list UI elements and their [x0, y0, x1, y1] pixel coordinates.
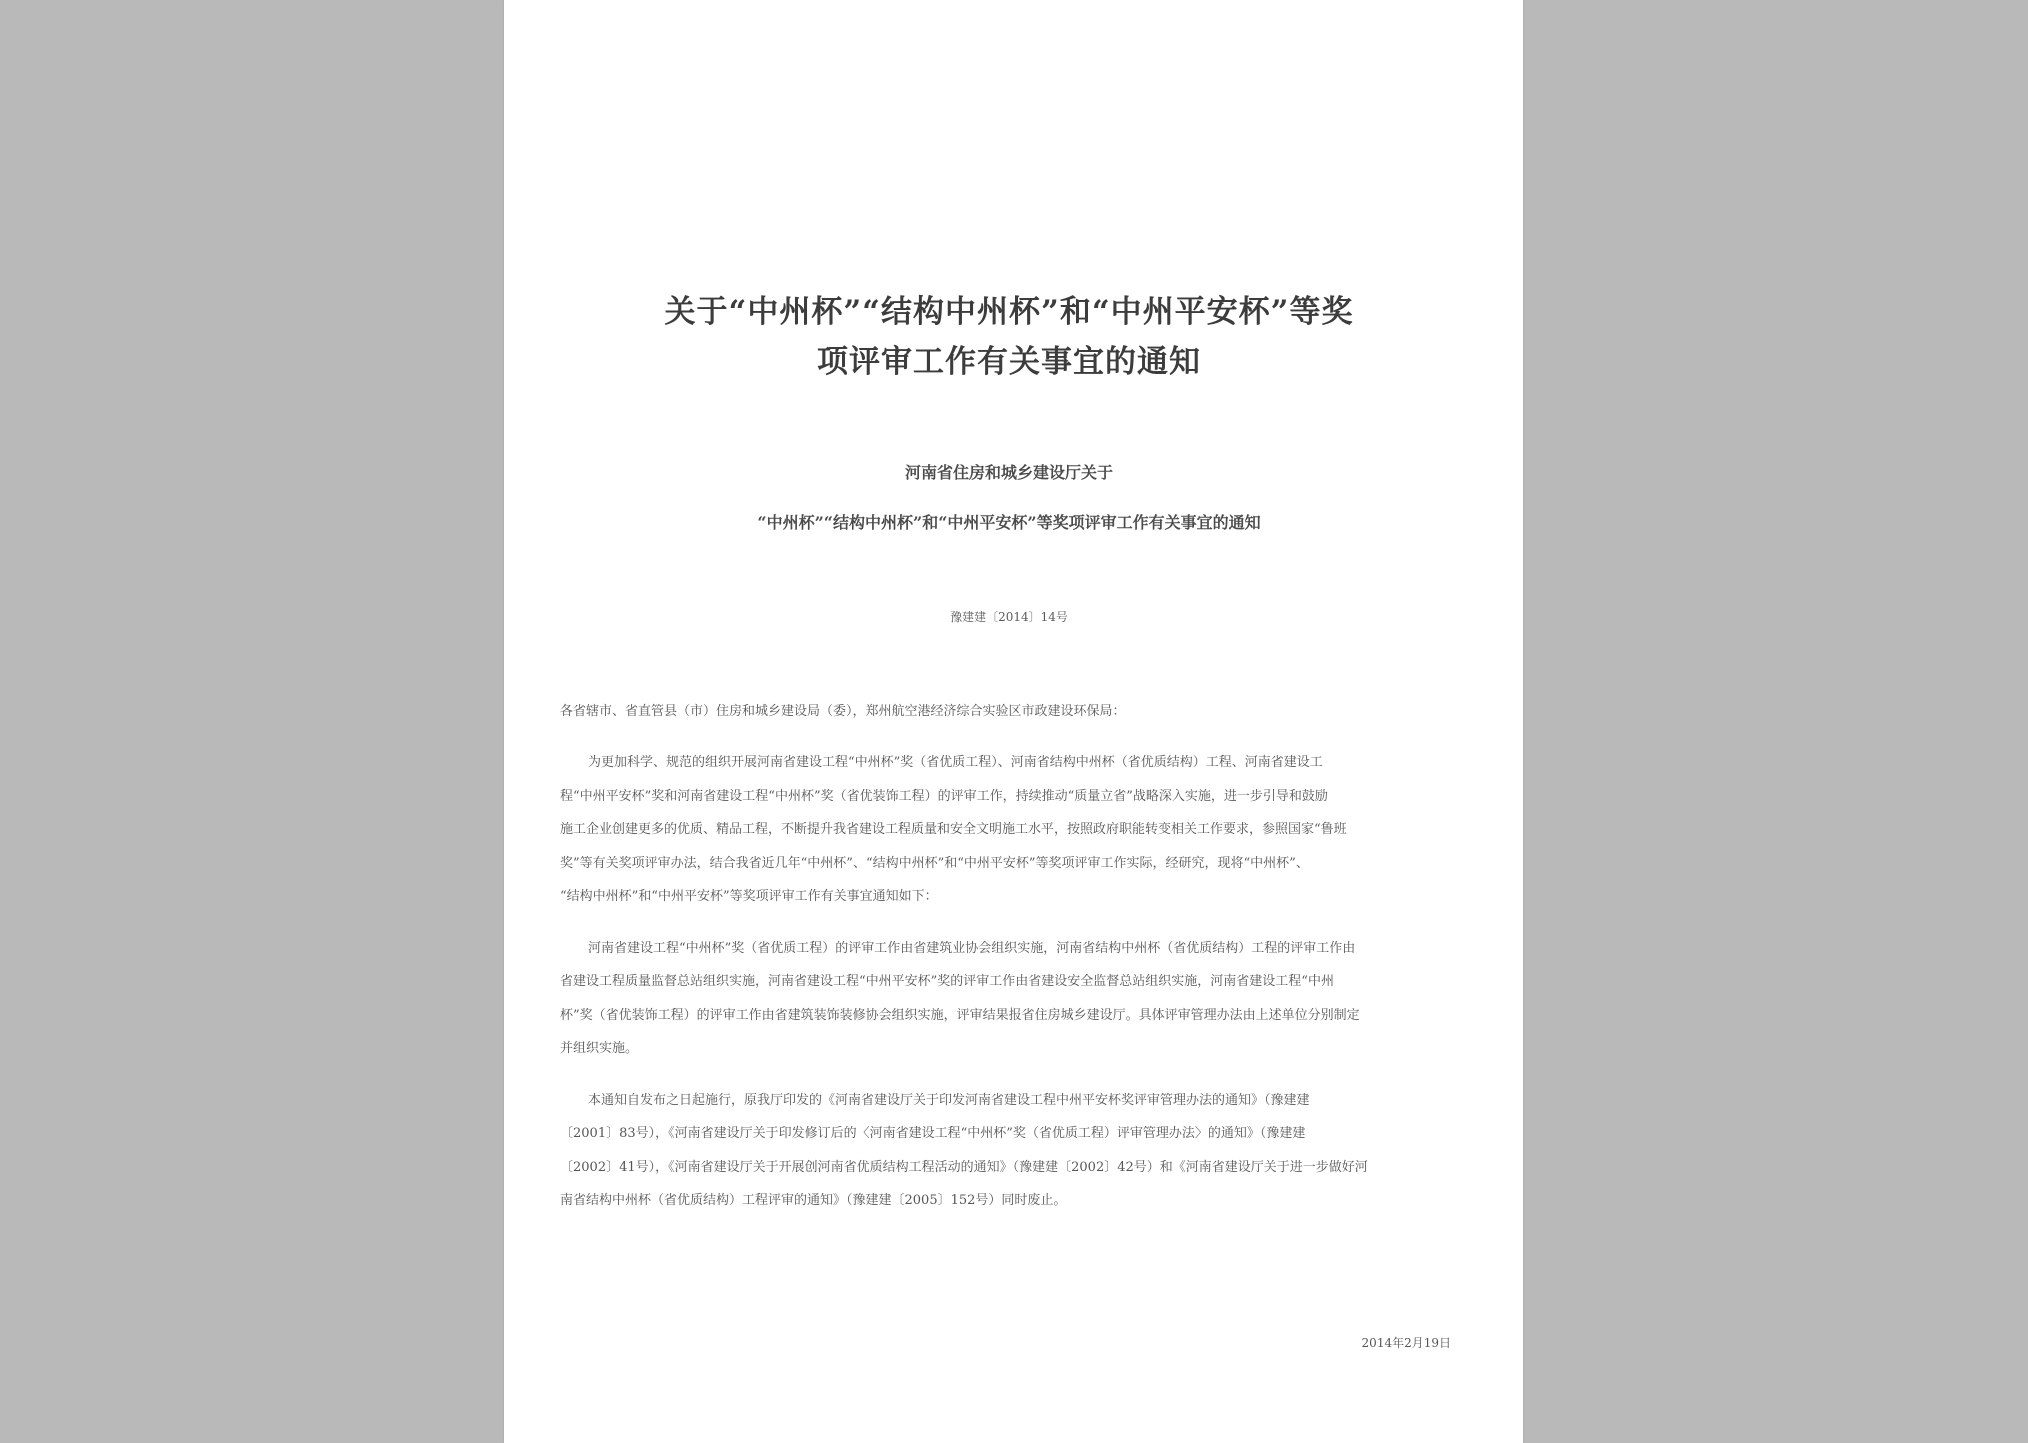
paragraph-2	[560, 932, 1458, 1066]
paragraph-line: 杯”奖（省优装饰工程）的评审工作由省建筑装饰装修协会组织实施，评审结果报省住房城乡建设厅。具体评审管理办法由上述单位分别制定	[560, 1007, 1360, 1023]
paragraph-1	[560, 746, 1458, 914]
paragraph-line: “结构中州杯”和“中州平安杯”等奖项评审工作有关事宜通知如下：	[560, 889, 938, 904]
paragraph-line: 〔2002〕41号），《河南省建设厅关于开展创河南省优质结构工程活动的通知》（豫建建〔2002〕42号）和《河南省建设厅关于进一步做好河	[560, 1159, 1368, 1175]
paragraph-line: 为更加科学、规范的组织开展河南省建设工程“中州杯”奖（省优质工程）、河南省结构中州杯（省优质结构）工程、河南省建设工	[588, 755, 1323, 770]
document-title	[559, 287, 1459, 387]
subtitle-line: “中州杯”“结构中州杯”和“中州平安杯”等奖项评审工作有关事宜的通知	[757, 513, 1261, 532]
title-line: 关于“中州杯”“结构中州杯”和“中州平安杯”等奖	[664, 294, 1354, 330]
paragraph-line: 河南省建设工程“中州杯”奖（省优质工程）的评审工作由省建筑业协会组织实施，河南省结构中州杯（省优质结构）工程的评审工作由	[588, 940, 1356, 956]
paragraph-line: 奖”等有关奖项评审办法，结合我省近几年“中州杯”、“结构中州杯”和“中州平安杯”等奖项评审工作实际，经研究，现将“中州杯”、	[560, 855, 1309, 871]
paragraph-line: 本通知自发布之日起施行，原我厅印发的《河南省建设厅关于印发河南省建设工程中州平安杯奖评审管理办法的通知》（豫建建	[588, 1092, 1310, 1108]
issue-date: 2014年2月19日	[1361, 1336, 1451, 1350]
issuer-line: 河南省住房和城乡建设厅关于	[904, 463, 1113, 482]
document-page	[504, 0, 1523, 1443]
document-number: 豫建建〔2014〕14号	[950, 610, 1068, 624]
paragraph-line: 〔2001〕83号），《河南省建设厅关于印发修订后的〈河南省建设工程“中州杯”奖（省优质工程）评审管理办法〉的通知》（豫建建	[560, 1126, 1306, 1141]
paragraph-line: 南省结构中州杯（省优质结构）工程评审的通知》（豫建建〔2005〕152号）同时废止。	[560, 1193, 1067, 1208]
paragraph-line: 省建设工程质量监督总站组织实施，河南省建设工程“中州平安杯”奖的评审工作由省建设安全监督总站组织实施，河南省建设工程“中州	[560, 974, 1334, 989]
document-body	[560, 700, 1458, 1236]
paragraph-line: 程“中州平安杯”奖和河南省建设工程“中州杯”奖（省优装饰工程）的评审工作，持续推动“质量立省”战略深入实施，进一步引导和鼓励	[560, 788, 1328, 804]
paragraph-3	[560, 1084, 1458, 1218]
paragraph-line: 施工企业创建更多的优质、精品工程，不断提升我省建设工程质量和安全文明施工水平，按照政府职能转变相关工作要求，参照国家“鲁班	[560, 822, 1347, 837]
salutation: 各省辖市、省直管县（市）住房和城乡建设局（委），郑州航空港经济综合实验区市政建设环保局：	[560, 704, 1126, 719]
title-line: 项评审工作有关事宜的通知	[817, 344, 1201, 380]
paragraph-line: 并组织实施。	[560, 1041, 639, 1056]
